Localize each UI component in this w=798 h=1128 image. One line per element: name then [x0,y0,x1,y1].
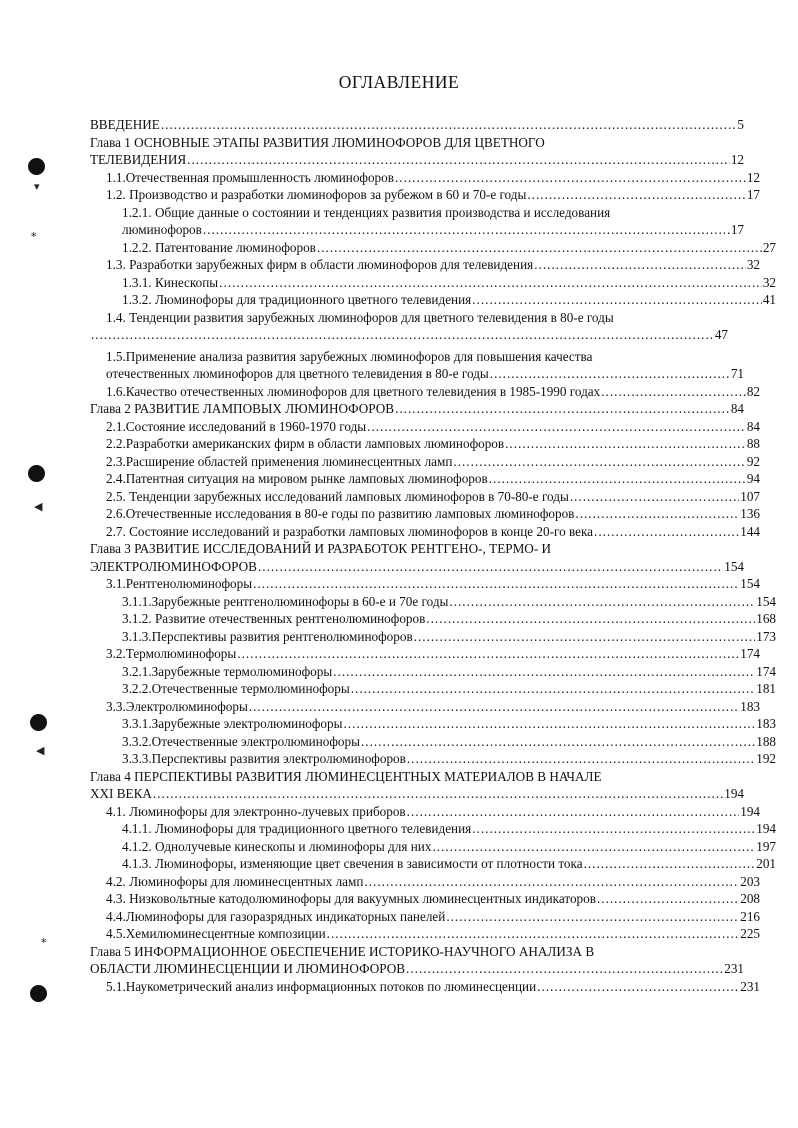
toc-entry[interactable] [90,890,760,908]
scan-speck: ◀ [34,501,43,513]
toc-entry[interactable] [90,540,744,575]
toc-entry-title: 3.1.2. Развитие отечественных рентгенолюминофоров [122,611,426,626]
toc-entry[interactable] [90,470,760,488]
toc-entry-title: 4.5.Хемилюминесцентные композиции [106,926,326,941]
leader-dots [527,186,745,204]
toc-entry-title: Глава 4 ПЕРСПЕКТИВЫ РАЗВИТИЯ ЛЮМИНЕСЦЕНТНЫХ МАТЕРИАЛОВ В НАЧАЛЕ [90,768,602,784]
toc-entry[interactable] [90,575,760,593]
toc-entry-page: 183 [740,698,760,714]
toc-entry-title: 1.3.2. Люминофоры для традиционного цветного телевидения [122,292,472,307]
leader-dots [203,221,730,239]
toc-entry[interactable] [90,628,776,646]
toc-entry-title: 4.1.3. Люминофоры, изменяющие цвет свечения в зависимости от плотности тока [122,856,583,871]
toc-entry[interactable] [90,925,760,943]
toc-entry-page: 231 [724,961,744,976]
toc-entry-page: 194 [756,821,776,836]
toc-entry-title: 3.3.2.Отечественные электролюминофоры [122,733,360,749]
leader-dots [597,890,739,908]
binder-hole [28,465,45,482]
toc-entry[interactable] [90,256,760,274]
toc-entry[interactable] [90,803,760,821]
toc-entry-title: 1.2.1. Общие данные о состоянии и тенденциях развития производства и исследования [122,204,611,220]
toc-entry-title: 4.4.Люминофоры для газоразрядных индикаторных панелей [106,908,446,924]
toc-entry[interactable] [90,733,776,751]
toc-entry-title: 2.7. Состояние исследований и разработки ламповых люминофоров в конце 20-го века [106,523,594,539]
leader-dots [407,750,755,768]
leader-dots [351,680,755,698]
leader-dots [594,523,739,541]
toc-entry-title-cont: ОБЛАСТИ ЛЮМИНЕСЦЕНЦИИ И ЛЮМИНОФОРОВ [90,961,406,976]
toc-entry-page: 216 [740,908,760,924]
toc-entry-page: 32 [762,274,776,290]
leader-dots [601,383,746,401]
toc-entry-title: 2.5. Тенденции зарубежных исследований ламповых люминофоров в 70-80-е годы [106,488,569,504]
toc-entry-page: 144 [740,523,760,539]
toc-entry-page: 154 [740,576,760,591]
toc-entry[interactable] [90,838,776,856]
toc-entry-title: 3.3.Электролюминофоры [106,698,248,714]
toc-entry[interactable] [90,116,744,134]
toc-entry[interactable] [90,505,760,523]
leader-dots [317,239,762,257]
leader-dots [406,960,723,978]
toc-entry[interactable] [90,435,760,453]
toc-entry[interactable] [90,978,760,996]
toc-entry-page: 194 [724,786,744,801]
binder-hole [30,985,47,1002]
toc-entry[interactable] [90,768,744,803]
leader-dots [333,663,755,681]
toc-entry-title: 1.6.Качество отечественных люминофоров для цветного телевидения в 1985-1990 годах [106,383,601,399]
toc-entry[interactable] [90,488,760,506]
toc-entry-title: 2.3.Расширение областей применения люминесцентных ламп [106,453,453,469]
toc-entry-page: 41 [762,292,776,307]
toc-entry-page: 88 [746,436,760,451]
toc-entry[interactable] [90,663,776,681]
leader-dots [91,326,714,344]
toc-entry[interactable] [90,204,744,239]
leader-dots [258,558,723,576]
toc-entry-page: 5 [737,117,744,132]
toc-entry-title: 2.6.Отечественные исследования в 80-е годы по развитию ламповых люминофоров [106,506,575,521]
leader-dots [327,925,740,943]
toc-entry-page: 188 [756,733,776,749]
toc-entry-page: 201 [756,856,776,871]
toc-entry-page: 197 [756,838,776,854]
leader-dots [187,151,730,169]
toc-entry-title: 3.3.3.Перспективы развития электролюминофоров [122,751,406,766]
binder-hole [28,158,45,175]
toc-entry-title: 1.1.Отечественная промышленность люминофоров [106,169,394,185]
leader-dots [343,715,755,733]
toc-entry-page: 174 [740,646,760,661]
leader-dots [453,453,745,471]
toc-entry-page: 203 [740,873,760,889]
scan-speck: ▾ [34,181,40,193]
toc-entry-title: Глава 5 ИНФОРМАЦИОННОЕ ОБЕСПЕЧЕНИЕ ИСТОРИКО-НАУЧНОГО АНАЛИЗА В [90,943,595,959]
leader-dots [537,978,739,996]
toc-entry-title: 1.2.2. Патентование люминофоров [122,239,316,255]
toc-entry[interactable] [90,698,760,716]
toc-entry-page: 183 [756,716,776,731]
toc-entry-title: Глава 3 РАЗВИТИЕ ИССЛЕДОВАНИЙ И РАЗРАБОТОК РЕНТГЕНО-, ТЕРМО- И [90,541,552,556]
toc-entry-title: 3.2.Термолюминофоры [106,646,237,661]
toc-entry-page: 174 [756,663,776,679]
toc-entry-title: 2.1.Состояние исследований в 1960-1970 годы [106,418,367,434]
scan-speck: ◀ [36,745,45,757]
toc-entry-page: 231 [740,978,760,994]
toc-entry[interactable] [90,593,776,611]
leader-dots [219,274,762,292]
table-of-contents [90,116,776,995]
toc-entry[interactable] [90,820,776,838]
toc-entry[interactable] [90,908,760,926]
toc-entry-page: 17 [746,187,760,202]
toc-entry[interactable] [90,418,760,436]
toc-entry-page: 47 [714,327,728,342]
toc-entry[interactable] [90,239,776,257]
toc-entry-title: 3.3.1.Зарубежные электролюминофоры [122,716,343,731]
toc-entry-title: 4.1. Люминофоры для электронно-лучевых приборов [106,803,406,819]
toc-entry[interactable] [90,348,744,383]
toc-entry[interactable] [90,169,760,187]
toc-entry-page: 208 [740,891,760,906]
leader-dots [364,873,739,891]
toc-entry-title-cont: отечественных люминофоров для цветного телевидения в 80-е годы [106,366,489,381]
toc-entry[interactable] [90,309,744,344]
toc-entry-page: 84 [730,401,744,416]
toc-entry[interactable] [90,383,760,401]
leader-dots [237,645,739,663]
toc-entry-page: 94 [746,471,760,486]
toc-entry[interactable] [90,400,744,418]
toc-entry[interactable] [90,943,744,978]
leader-dots [161,116,737,134]
toc-entry-title: 4.3. Низковольтные катодолюминофоры для вакуумных люминесцентных индикаторов [106,891,596,906]
toc-entry-title: Глава 1 ОСНОВНЫЕ ЭТАПЫ РАЗВИТИЯ ЛЮМИНОФОРОВ ДЛЯ ЦВЕТНОГО [90,134,545,150]
leader-dots [367,418,746,436]
toc-entry[interactable] [90,610,776,628]
toc-entry-page: 225 [740,926,760,941]
toc-entry[interactable] [90,855,776,873]
toc-entry-page: 92 [746,453,760,469]
leader-dots [449,593,755,611]
toc-entry-title: 1.4. Тенденции развития зарубежных люминофоров для цветного телевидения в 80-е годы [106,309,614,325]
toc-entry-page: 154 [724,558,744,574]
leader-dots [426,610,755,628]
leader-dots [395,400,730,418]
leader-dots [489,470,746,488]
toc-entry-page: 168 [756,611,776,626]
toc-entry-title: 2.2.Разработки американских фирм в области ламповых люминофоров [106,436,505,451]
leader-dots [575,505,739,523]
toc-entry-page: 154 [756,593,776,609]
toc-entry[interactable] [90,291,776,309]
toc-entry-page: 107 [740,488,760,504]
toc-entry-title: 3.1.Рентгенолюминофоры [106,576,253,591]
toc-entry-page: 12 [746,169,760,185]
toc-entry-title: 3.1.3.Перспективы развития рентгенолюминофоров [122,628,413,644]
toc-entry[interactable] [90,750,776,768]
leader-dots [584,855,756,873]
toc-entry[interactable] [90,186,760,204]
toc-entry[interactable] [90,715,776,733]
leader-dots [446,908,739,926]
leader-dots [249,698,739,716]
leader-dots [472,820,755,838]
toc-entry-page: 194 [740,803,760,819]
toc-entry[interactable] [90,523,760,541]
toc-entry-title: 1.5.Применение анализа развития зарубежных люминофоров для повышения качества [106,348,593,364]
leader-dots [361,733,755,751]
scan-speck: ∗ [40,935,48,947]
leader-dots [472,291,762,309]
toc-entry[interactable] [90,680,776,698]
toc-entry-page: 181 [756,681,776,696]
toc-entry-page: 12 [730,152,744,167]
leader-dots [570,488,739,506]
toc-entry-page: 192 [756,751,776,766]
toc-entry-title: Глава 2 РАЗВИТИЕ ЛАМПОВЫХ ЛЮМИНОФОРОВ [90,401,395,416]
toc-entry-title-cont: ТЕЛЕВИДЕНИЯ [90,152,187,167]
toc-entry-title: 1.2. Производство и разработки люминофоров за рубежом в 60 и 70-е годы [106,187,527,202]
toc-entry-title: 4.1.1. Люминофоры для традиционного цветного телевидения [122,821,472,836]
toc-entry-title: 3.2.2.Отечественные термолюминофоры [122,681,350,696]
leader-dots [395,169,746,187]
toc-entry-title: 5.1.Наукометрический анализ информационных потоков по люминесценции [106,978,537,994]
scan-speck: ∗ [30,229,38,241]
toc-entry-page: 27 [762,239,776,255]
toc-entry-title: 1.3.1. Кинескопы [122,274,219,290]
toc-entry-title-cont: люминофоров [122,222,202,237]
page-title: ОГЛАВЛЕНИЕ [338,72,460,92]
leader-dots [505,435,746,453]
toc-entry-page: 82 [746,383,760,399]
toc-entry-page: 173 [756,628,776,644]
leader-dots [153,785,723,803]
toc-entry-title-cont: ЭЛЕКТРОЛЮМИНОФОРОВ [90,558,257,574]
toc-entry-title: 3.2.1.Зарубежные термолюминофоры [122,663,333,679]
toc-entry[interactable] [90,873,760,891]
leader-dots [407,803,740,821]
toc-entry[interactable] [90,645,760,663]
toc-entry-title-cont: XXI ВЕКА [90,786,152,801]
toc-entry-title: ВВЕДЕНИЕ [90,117,160,132]
toc-entry[interactable] [90,274,776,292]
leader-dots [490,365,730,383]
toc-entry-page: 136 [740,506,760,521]
toc-entry-title: 1.3. Разработки зарубежных фирм в области люминофоров для телевидения [106,257,534,272]
toc-entry[interactable] [90,134,744,169]
leader-dots [414,628,756,646]
toc-entry-title: 3.1.1.Зарубежные рентгенолюминофоры в 60-е и 70е годы [122,593,449,609]
toc-entry-page: 71 [730,366,744,381]
toc-entry-page: 32 [746,257,760,272]
toc-entry-title: 2.4.Патентная ситуация на мировом рынке ламповых люминофоров [106,471,488,486]
leader-dots [534,256,746,274]
leader-dots [432,838,755,856]
binder-hole [30,714,47,731]
toc-entry[interactable] [90,453,760,471]
toc-entry-page: 17 [730,222,744,237]
toc-entry-title: 4.2. Люминофоры для люминесцентных ламп [106,873,364,889]
toc-entry-title: 4.1.2. Однолучевые кинескопы и люминофоры для них [122,838,432,854]
toc-entry-page: 84 [746,418,760,434]
leader-dots [253,575,739,593]
